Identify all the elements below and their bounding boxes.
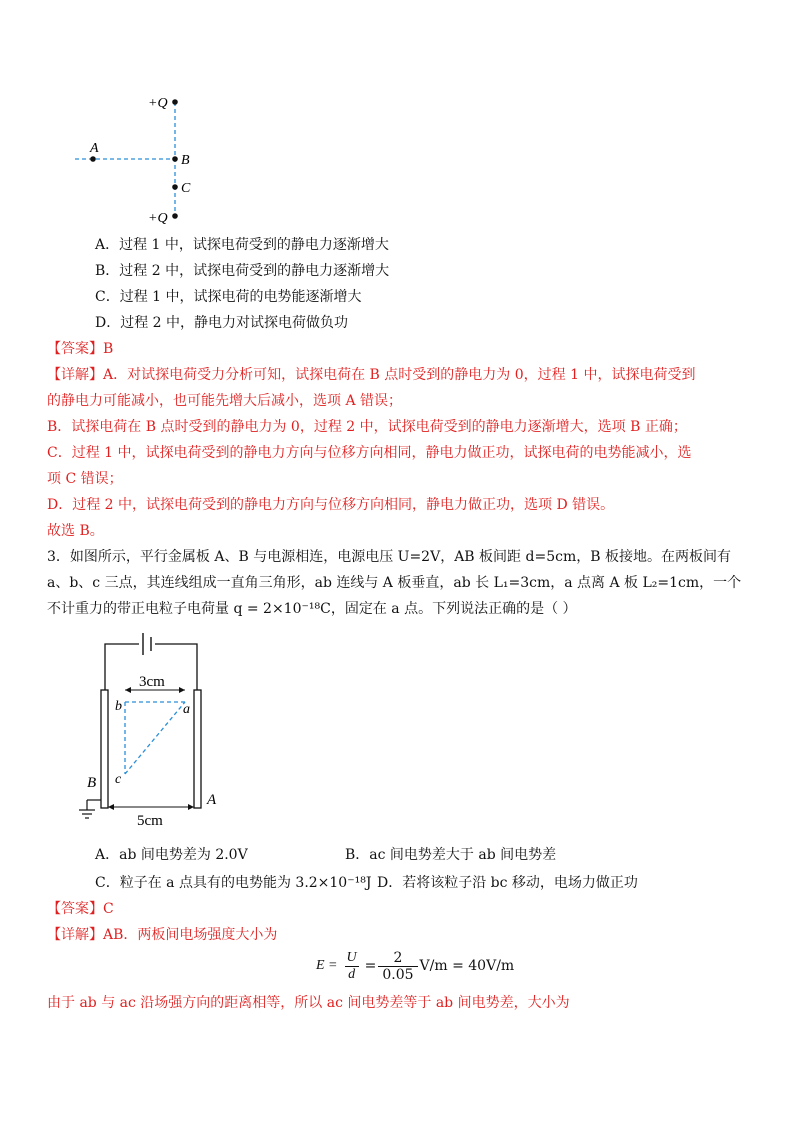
capacitor-figure xyxy=(75,628,235,833)
q3-option-b: B．ac 间电势差大于 ab 间电势差 xyxy=(345,847,557,863)
q3-stem-line: 不计重力的带正电粒子电荷量 q = 2×10⁻¹⁸C，固定在 a 点。下列说法正确的是（ ） xyxy=(47,601,577,617)
dim-3cm: 3cm xyxy=(139,674,165,690)
fraction-den: 0.05 xyxy=(382,966,414,983)
q3-option-d: D．若将该粒子沿 bc 移动，电场力做正功 xyxy=(377,875,638,891)
point-a-label: A xyxy=(90,141,99,156)
point-b-label: B xyxy=(181,153,190,168)
label-b: b xyxy=(115,699,122,714)
dim-5cm: 5cm xyxy=(137,813,163,829)
q2-detail-line: 项 C 错误； xyxy=(47,471,123,487)
plate-b-label: B xyxy=(87,775,97,791)
q2-detail-line: 故选 B。 xyxy=(47,523,104,539)
label-c: c xyxy=(115,772,122,787)
q2-option-a: A．过程 1 中，试探电荷受到的静电力逐渐增大 xyxy=(95,237,389,253)
q3-answer: 【答案】C xyxy=(47,901,114,917)
point-c-label: C xyxy=(181,181,191,196)
bottom-charge-label: +Q xyxy=(148,211,168,226)
q2-answer: 【答案】B xyxy=(47,341,114,357)
point-a-dot xyxy=(90,156,96,162)
fraction-2-over-005 xyxy=(382,950,413,983)
q3-detail-intro: 【详解】AB．两板间电场强度大小为 xyxy=(47,927,278,943)
plate-a-label: A xyxy=(207,792,217,808)
plate-b xyxy=(101,690,108,808)
q3-option-a: A．ab 间电势差为 2.0V xyxy=(95,847,248,863)
formula-lhs: E = xyxy=(316,958,338,973)
q2-option-c: C．过程 1 中，试探电荷的电势能逐渐增大 xyxy=(95,289,362,305)
top-charge-label: +Q xyxy=(148,96,168,111)
label-a: a xyxy=(183,702,190,717)
fraction-num: 2 xyxy=(378,950,417,967)
q2-detail-line: B．试探电荷在 B 点时受到的静电力为 0，过程 2 中，试探电荷受到的静电力逐渐增大，选项 B 正确； xyxy=(47,419,687,435)
fraction-num: U xyxy=(346,949,357,965)
q2-detail-line: 的静电力可能减小，也可能先增大后减小，选项 A 错误； xyxy=(47,393,403,409)
point-c-dot xyxy=(172,184,178,190)
fraction-den: d xyxy=(348,966,356,982)
q3-option-c: C．粒子在 a 点具有的电势能为 3.2×10⁻¹⁸J xyxy=(95,875,372,891)
q2-detail-line: 【详解】A．对试探电荷受力分析可知，试探电荷在 B 点时受到的静电力为 0，过程 1 中，试探电荷受到 xyxy=(47,367,696,383)
q3-stem-line: 3．如图所示，平行金属板 A、B 与电源相连，电源电压 U=2V，AB 板间距 d=5cm，B 板接地。在两板间有 xyxy=(47,549,731,565)
plate-a xyxy=(194,690,201,808)
fraction-u-over-d xyxy=(345,950,359,983)
q2-detail-line: C．过程 1 中，试探电荷受到的静电力方向与位移方向相同，静电力做正功，试探电荷的电势能减小，选 xyxy=(47,445,692,461)
bottom-charge-dot xyxy=(172,213,178,219)
q2-option-b: B．过程 2 中，试探电荷受到的静电力逐渐增大 xyxy=(95,263,390,279)
formula-eq: = xyxy=(364,958,377,974)
formula xyxy=(316,946,514,986)
point-b-dot xyxy=(172,156,178,162)
top-charge-dot xyxy=(172,99,178,105)
q3-stem-line: a、b、c 三点，其连线组成一直角三角形，ab 连线与 A 板垂直，ab 长 L₁=3cm，a 点离 A 板 L₂=1cm，一个 xyxy=(47,575,742,591)
charge-figure xyxy=(60,90,220,230)
formula-rhs: V/m = 40V/m xyxy=(419,958,515,974)
q3-detail-last: 由于 ab 与 ac 沿场强方向的距离相等，所以 ac 间电势差等于 ab 间电势差，大小为 xyxy=(47,995,570,1011)
q2-option-d: D．过程 2 中，静电力对试探电荷做负功 xyxy=(95,315,349,331)
q2-detail-line: D．过程 2 中，试探电荷受到的静电力方向与位移方向相同，静电力做正功，选项 D 错误。 xyxy=(47,497,615,513)
